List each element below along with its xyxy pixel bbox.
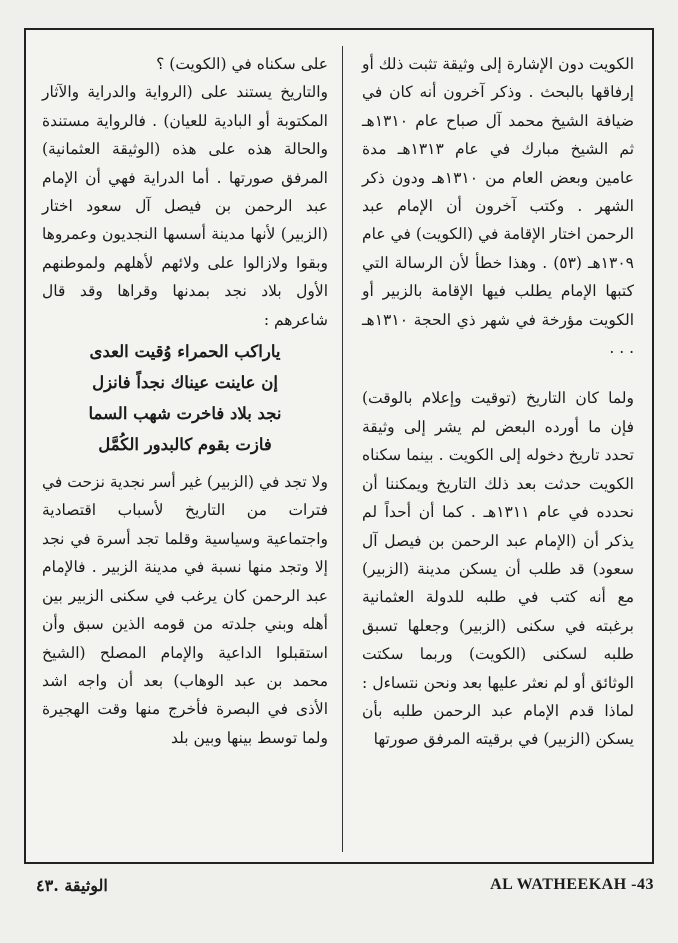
verse-line: ياراكب الحمراء وُقيت العدى: [89, 342, 281, 362]
right-paragraph-1: الكويت دون الإشارة إلى وثيقة تثبت ذلك أو إرفاقها بالبحث . وذكر آخرون أنه كان في ضيافة الشيخ محمد آل صباح عام ١٣١٠هـ ثم الشيخ مبارك في عام ١٣١٣هـ مدة عامين وبعض العام من ١٣١٠هـ ودون ذكر الشهر . وكتب آخرون أن الإمام عبد الرحمن اختار الإقامة في (الكويت) في عام ١٣٠٩هـ (٥٣) . وهذا خطأ لأن الرسالة التي كتبها الإمام يطلب فيها الإقامة بالزبير أو الكويت مؤرخة في شهر ذي الحجة ١٣١٠هـ . . .: [362, 55, 635, 358]
text-frame: [24, 28, 654, 864]
footer-arabic-page-number: الوثيقة .٤٣: [36, 876, 108, 895]
left-column: [42, 50, 328, 850]
right-paragraph-2: ولما كان التاريخ (توقيت وإعلام بالوقت) فإن ما أورده البعض لم يشر إلى وثيقة تحدد تاريخ دخوله إلى الكويت . بينما سكناه الكويت حدثت بعد ذلك التاريخ ويمكننا أن نحدده في عام ١٣١١هـ . كما أن أحداً لم يذكر أن (الإمام عبد الرحمن بن فيصل آل سعود) قد طلب أن يسكن مدينة (الزبير) مع أنه كتب في طلبه للدولة العثمانية برغبته في سكنى (الزبير) وجعلها تسبق طلبه لسكنى (الكويت) وربما سكتت الوثائق أو لم نعثر عليها بعد ونحن نتساءل : لماذا قدم الإمام عبد الرحمن طلبه بأن يسكن (الزبير) في برقيته المرفق صورتها: [362, 389, 634, 749]
verse-line: إن عاينت عيناك نجداً فانزل: [92, 373, 278, 393]
right-column: [362, 50, 634, 850]
column-divider: [342, 46, 343, 852]
left-paragraph-2: والتاريخ يستند على (الرواية والدراية والآثار المكتوبة أو البادية للعيان) . فالرواية مستندة والحالة هذه على هذه (الوثيقة العثمانية) المرفق صورتها . أما الدراية فهي أن الإمام عبد الرحمن بن فيصل آل سعود اختار (الزبير) لأنها مدينة أسسها النجديون وعمروها وبقوا ولازالوا على ولائهم لأهلهم ولموطنهم الأول بلاد نجد بمدنها وقراها وقد قال شاعرهم :: [42, 83, 328, 329]
verse-line: فازت بقوم كالبدور الكُمَّل: [98, 435, 272, 455]
verse-line: نجد بلاد فاخرت شهب السما: [88, 404, 282, 424]
poem-verses: [42, 336, 328, 460]
left-paragraph-3: ولا تجد في (الزبير) غير أسر نجدية نزحت في فترات من التاريخ لأسباب اقتصادية واجتماعية وسياسية وقلما تجد أسرة في نجد إلا وتجد منها نسبة في مدينة الزبير . فالإمام عبد الرحمن كان يرغب في سكنى الزبير بين أهله وبني جلدته من قومه الذين سبق وأن استقبلوا الداعية والإمام المصلح (الشيخ محمد بن عبد الوهاب) بعد أن واجه اشد الأذى في البصرة فأخرج منها وقت الهجيرة ولما توسط بينها وبين بلد: [41, 473, 328, 747]
footer-latin-page-number: AL WATHEEKAH -43: [490, 876, 654, 893]
paragraph-gap: [362, 362, 634, 384]
left-paragraph-1: على سكناه في (الكويت) ؟: [156, 55, 328, 73]
